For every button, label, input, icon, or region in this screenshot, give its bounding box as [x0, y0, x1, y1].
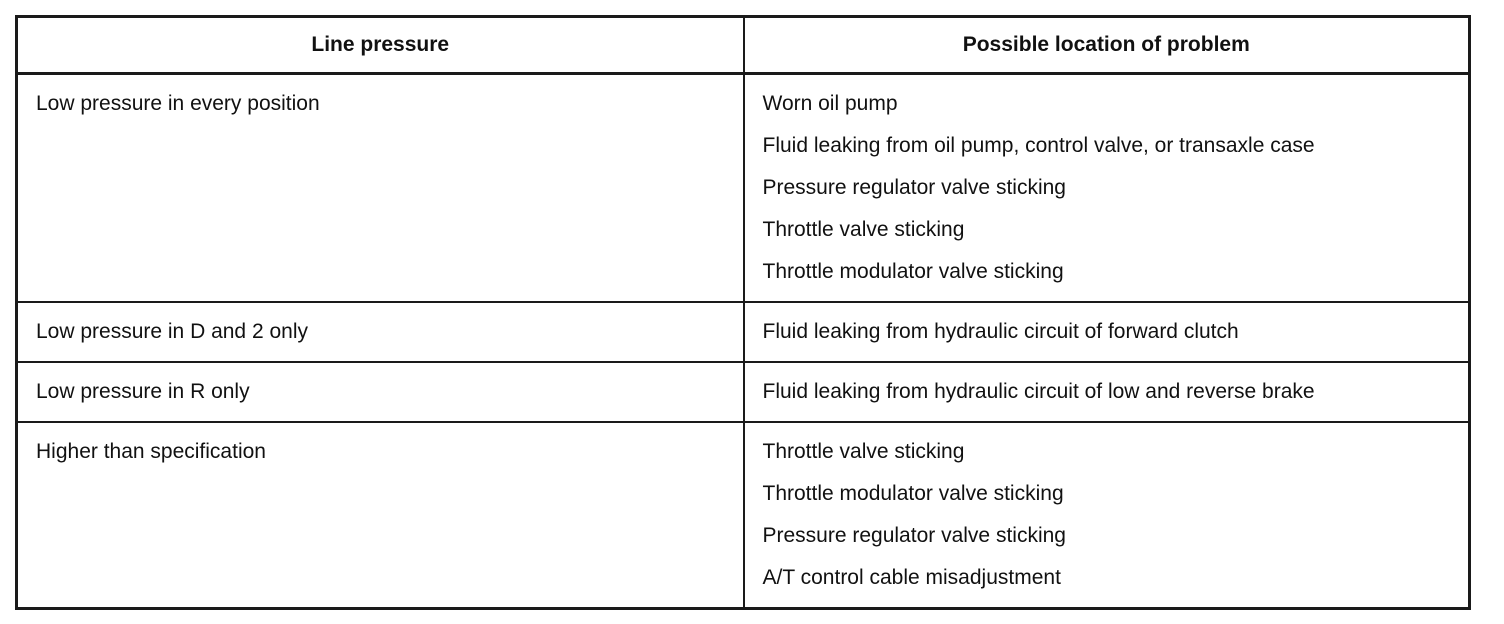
condition-text: Low pressure in D and 2 only	[36, 320, 308, 343]
table-row	[17, 74, 1470, 303]
causes-cell	[744, 74, 1470, 303]
causes-cell	[744, 422, 1470, 609]
header-line-pressure: Line pressure	[17, 17, 744, 74]
table-row	[17, 302, 1470, 362]
cause-item: Pressure regulator valve sticking	[762, 524, 1066, 547]
condition-text: Low pressure in R only	[36, 380, 250, 403]
cause-item: A/T control cable misadjustment	[762, 566, 1061, 589]
cause-item: Throttle modulator valve sticking	[762, 482, 1064, 505]
condition-text: Higher than specification	[36, 440, 266, 463]
condition-cell	[17, 302, 744, 362]
cause-item: Throttle valve sticking	[762, 218, 965, 241]
cause-item: Throttle modulator valve sticking	[762, 260, 1064, 283]
condition-cell	[17, 362, 744, 422]
causes-cell	[744, 302, 1470, 362]
table-row	[17, 422, 1470, 609]
header-possible-location: Possible location of problem	[744, 17, 1470, 74]
condition-cell	[17, 422, 744, 609]
cause-item: Fluid leaking from hydraulic circuit of low and reverse brake	[762, 380, 1315, 403]
header-row	[17, 17, 1470, 74]
cause-item: Pressure regulator valve sticking	[762, 176, 1066, 199]
cause-item: Fluid leaking from oil pump, control valve, or transaxle case	[762, 134, 1315, 157]
condition-text: Low pressure in every position	[36, 92, 320, 115]
table-row	[17, 362, 1470, 422]
cause-item: Worn oil pump	[762, 92, 898, 115]
cause-item: Fluid leaking from hydraulic circuit of forward clutch	[762, 320, 1239, 343]
condition-cell	[17, 74, 744, 303]
causes-cell	[744, 362, 1470, 422]
line-pressure-diagnosis-table	[15, 15, 1471, 610]
cause-item: Throttle valve sticking	[762, 440, 965, 463]
